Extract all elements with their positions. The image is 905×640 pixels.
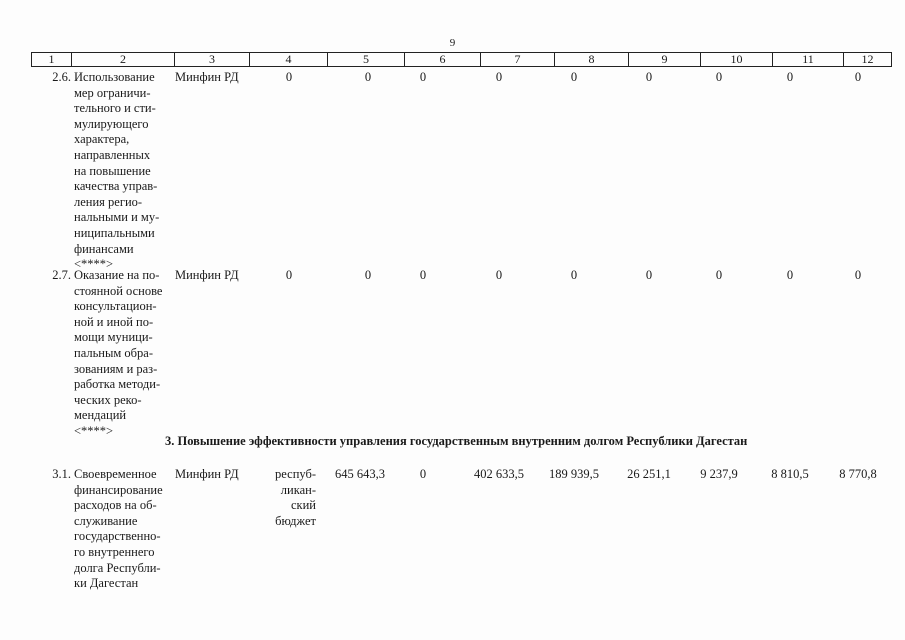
row-value: 0 bbox=[715, 268, 723, 282]
row-value: 0 bbox=[495, 70, 503, 84]
row-description: Использование мер ограничи- тельного и сти- мулирующего характера, направленных на повышение качества управ- ления регио- нальными и му- ниципальными финансами <****> bbox=[74, 70, 160, 272]
header-cell: 5 bbox=[328, 53, 405, 67]
row-value: 645 643,3 bbox=[335, 467, 385, 481]
row-value: 0 bbox=[786, 268, 794, 282]
row-value: 8 770,8 bbox=[839, 467, 877, 481]
page-number: 9 bbox=[449, 37, 456, 49]
header-cell: 10 bbox=[701, 53, 773, 67]
row-funding-source: респуб- ликан- ский бюджет bbox=[275, 467, 316, 528]
row-value: 9 237,9 bbox=[700, 467, 738, 481]
header-cell: 11 bbox=[773, 53, 844, 67]
row-value: 26 251,1 bbox=[627, 467, 671, 481]
row-value: 0 bbox=[419, 467, 427, 481]
row-number: 2.6. bbox=[52, 70, 71, 84]
row-value: 0 bbox=[854, 70, 862, 84]
row-value: 0 bbox=[285, 268, 293, 282]
row-value: 8 810,5 bbox=[771, 467, 809, 481]
row-value: 0 bbox=[715, 70, 723, 84]
column-number-header bbox=[31, 52, 892, 67]
header-cell: 4 bbox=[250, 53, 328, 67]
row-value: 0 bbox=[285, 70, 293, 84]
row-value: 0 bbox=[495, 268, 503, 282]
header-cell: 2 bbox=[72, 53, 175, 67]
row-value: 0 bbox=[419, 268, 427, 282]
header-cell: 6 bbox=[405, 53, 481, 67]
row-description: Своевременное финансирование расходов на об- служивание государственно- го внутреннего долга Республи- ки Дагестан bbox=[74, 467, 163, 591]
header-cell: 1 bbox=[32, 53, 72, 67]
row-executor: Минфин РД bbox=[175, 70, 239, 84]
header-cell: 3 bbox=[175, 53, 250, 67]
row-number: 2.7. bbox=[52, 268, 71, 282]
row-value: 0 bbox=[570, 70, 578, 84]
row-value: 402 633,5 bbox=[474, 467, 524, 481]
row-value: 0 bbox=[645, 268, 653, 282]
header-cell: 8 bbox=[555, 53, 629, 67]
row-value: 0 bbox=[854, 268, 862, 282]
row-executor: Минфин РД bbox=[175, 268, 239, 282]
row-value: 0 bbox=[786, 70, 794, 84]
header-cell: 7 bbox=[481, 53, 555, 67]
row-value: 0 bbox=[419, 70, 427, 84]
header-cell: 9 bbox=[629, 53, 701, 67]
row-number: 3.1. bbox=[52, 467, 71, 481]
row-value: 0 bbox=[364, 268, 372, 282]
row-executor: Минфин РД bbox=[175, 467, 239, 481]
row-description: Оказание на по- стоянной основе консультацион- ной и иной по- мощи муници- пальным обра- зованиям и раз- работка методи- ческих реко- мендаций <****> bbox=[74, 268, 163, 438]
row-value: 0 bbox=[570, 268, 578, 282]
row-value: 0 bbox=[645, 70, 653, 84]
section-heading: 3. Повышение эффективности управления государственным внутренним долгом Республики Дагестан bbox=[165, 434, 748, 448]
header-cell: 12 bbox=[844, 53, 892, 67]
row-value: 0 bbox=[364, 70, 372, 84]
row-value: 189 939,5 bbox=[549, 467, 599, 481]
